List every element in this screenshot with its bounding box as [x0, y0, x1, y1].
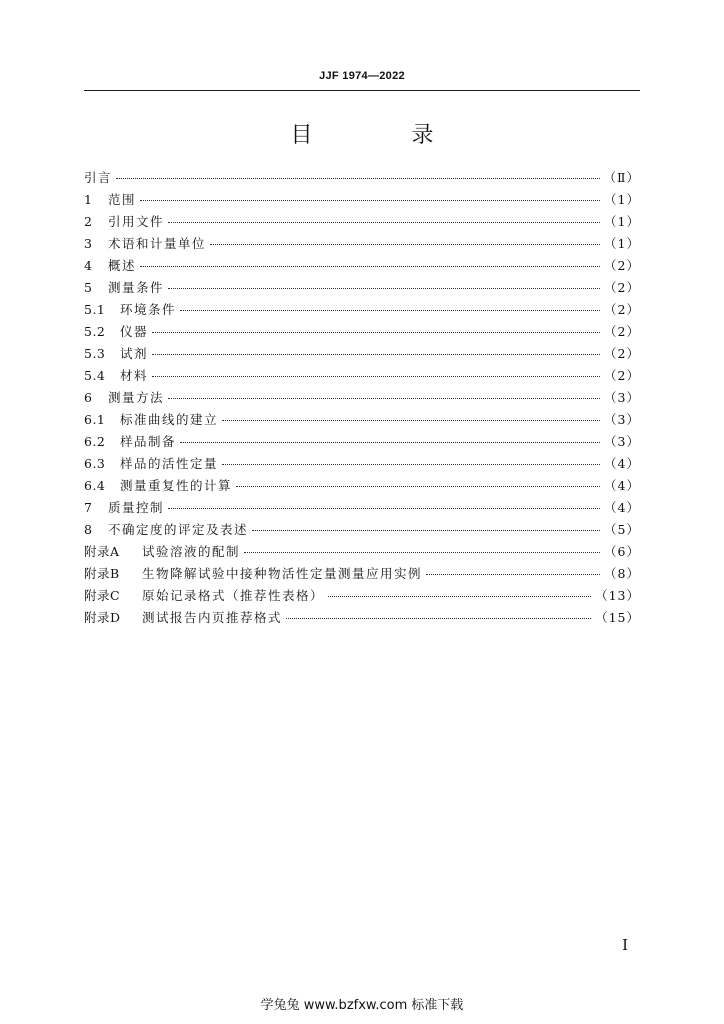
toc-entry[interactable] — [84, 190, 640, 212]
toc-entry[interactable] — [84, 234, 640, 256]
toc-entry-label: 术语和计量单位 — [108, 236, 207, 251]
toc-entry-number: 6.2 — [84, 434, 106, 449]
toc-entry-page: （1） — [604, 192, 640, 207]
page-number: I — [622, 936, 628, 954]
toc-entry-page: （3） — [604, 412, 640, 427]
toc-entry[interactable] — [84, 212, 640, 234]
toc-entry[interactable] — [84, 520, 640, 542]
toc-entry-page: （2） — [604, 324, 640, 339]
toc-entry-number: 6.1 — [84, 412, 106, 427]
toc-entry[interactable] — [84, 476, 640, 498]
toc-leader-dots — [180, 442, 600, 443]
toc-entry-page: （2） — [604, 368, 640, 383]
toc-leader-dots — [168, 508, 600, 509]
toc-entry[interactable] — [84, 256, 640, 278]
toc-entry[interactable] — [84, 432, 640, 454]
toc-entry-number: 附录C — [84, 588, 121, 603]
toc-leader-dots — [222, 464, 600, 465]
toc-leader-dots — [168, 222, 600, 223]
toc-entry-number: 5.1 — [84, 302, 106, 317]
toc-entry-label: 环境条件 — [120, 302, 177, 317]
toc-entry-page: （13） — [595, 588, 640, 603]
toc-leader-dots — [168, 288, 600, 289]
toc-entry-number: 5.3 — [84, 346, 106, 361]
toc-entry-label: 生物降解试验中接种物活性定量测量应用实例 — [142, 566, 423, 581]
toc-entry-label: 标准曲线的建立 — [120, 412, 219, 427]
toc-leader-dots — [252, 530, 600, 531]
toc-entry-number: 6 — [84, 390, 93, 405]
toc-entry-page: （8） — [604, 566, 640, 581]
toc-entry-label: 引言 — [84, 170, 113, 185]
toc-entry-label: 材料 — [120, 368, 149, 383]
toc-entry-label: 试验溶液的配制 — [142, 544, 241, 559]
toc-entry-page: （2） — [604, 280, 640, 295]
toc-entry-number: 7 — [84, 500, 93, 515]
toc-entry-page: （6） — [604, 544, 640, 559]
page-title: 目 录 — [290, 123, 480, 148]
toc-entry-page: （2） — [604, 346, 640, 361]
toc-leader-dots — [152, 376, 600, 377]
toc-entry-label: 概述 — [108, 258, 137, 273]
toc-entry[interactable] — [84, 498, 640, 520]
toc-leader-dots — [236, 486, 600, 487]
toc-entry[interactable] — [84, 168, 640, 190]
toc-entry-number: 5.2 — [84, 324, 106, 339]
toc-leader-dots — [140, 200, 600, 201]
toc-entry-number: 2 — [84, 214, 93, 229]
toc-entry[interactable] — [84, 366, 640, 388]
table-of-contents — [84, 168, 640, 630]
toc-entry-number: 附录A — [84, 544, 120, 559]
toc-entry[interactable] — [84, 300, 640, 322]
toc-entry-number: 附录B — [84, 566, 120, 581]
toc-leader-dots — [286, 618, 591, 619]
toc-entry-label: 样品的活性定量 — [120, 456, 219, 471]
toc-entry[interactable] — [84, 388, 640, 410]
toc-entry-page: （3） — [604, 390, 640, 405]
toc-entry-label: 仪器 — [120, 324, 149, 339]
toc-leader-dots — [210, 244, 600, 245]
toc-entry-number: 6.4 — [84, 478, 106, 493]
toc-entry-number: 3 — [84, 236, 93, 251]
toc-leader-dots — [180, 310, 600, 311]
toc-entry[interactable] — [84, 454, 640, 476]
toc-entry-page: （4） — [604, 456, 640, 471]
toc-entry-page: （4） — [604, 478, 640, 493]
toc-entry[interactable] — [84, 542, 640, 564]
toc-entry-label: 范围 — [108, 192, 137, 207]
toc-entry-label: 测量重复性的计算 — [120, 478, 233, 493]
toc-entry[interactable] — [84, 322, 640, 344]
toc-entry[interactable] — [84, 564, 640, 586]
header-rule — [84, 90, 640, 91]
toc-entry-number: 8 — [84, 522, 93, 537]
toc-entry-page: （15） — [595, 610, 640, 625]
toc-entry-number: 1 — [84, 192, 93, 207]
toc-entry[interactable] — [84, 278, 640, 300]
toc-entry-label: 不确定度的评定及表述 — [108, 522, 249, 537]
toc-entry-page: （2） — [604, 258, 640, 273]
toc-leader-dots — [222, 420, 600, 421]
toc-entry-label: 测量条件 — [108, 280, 165, 295]
toc-entry-label: 测试报告内页推荐格式 — [142, 610, 283, 625]
toc-entry-number: 6.3 — [84, 456, 106, 471]
toc-entry-label: 质量控制 — [108, 500, 165, 515]
toc-entry-number: 附录D — [84, 610, 121, 625]
toc-entry-number: 5.4 — [84, 368, 106, 383]
toc-entry-label: 样品制备 — [120, 434, 177, 449]
toc-entry-page: （4） — [604, 500, 640, 515]
toc-entry-page: （3） — [604, 434, 640, 449]
toc-entry-number: 4 — [84, 258, 93, 273]
toc-entry-label: 测量方法 — [108, 390, 165, 405]
toc-entry-page: （2） — [604, 302, 640, 317]
standard-code-header: JJF 1974—2022 — [319, 70, 405, 82]
toc-entry-page: （5） — [604, 522, 640, 537]
toc-leader-dots — [244, 552, 600, 553]
toc-entry-page: （1） — [604, 214, 640, 229]
toc-entry[interactable] — [84, 586, 640, 608]
toc-leader-dots — [152, 332, 600, 333]
toc-entry-number: 5 — [84, 280, 93, 295]
toc-entry[interactable] — [84, 410, 640, 432]
toc-entry[interactable] — [84, 608, 640, 630]
toc-entry-page: （1） — [604, 236, 640, 251]
footer-watermark: 学兔兔 www.bzfxw.com 标准下载 — [260, 998, 464, 1013]
toc-leader-dots — [152, 354, 600, 355]
toc-entry-label: 引用文件 — [108, 214, 165, 229]
toc-leader-dots — [140, 266, 600, 267]
toc-leader-dots — [328, 596, 591, 597]
toc-entry-page: （Ⅱ） — [603, 170, 640, 185]
toc-leader-dots — [168, 398, 600, 399]
toc-entry-label: 试剂 — [120, 346, 149, 361]
toc-entry-label: 原始记录格式（推荐性表格） — [142, 588, 325, 603]
toc-entry[interactable] — [84, 344, 640, 366]
toc-leader-dots — [426, 574, 600, 575]
toc-leader-dots — [116, 178, 599, 179]
